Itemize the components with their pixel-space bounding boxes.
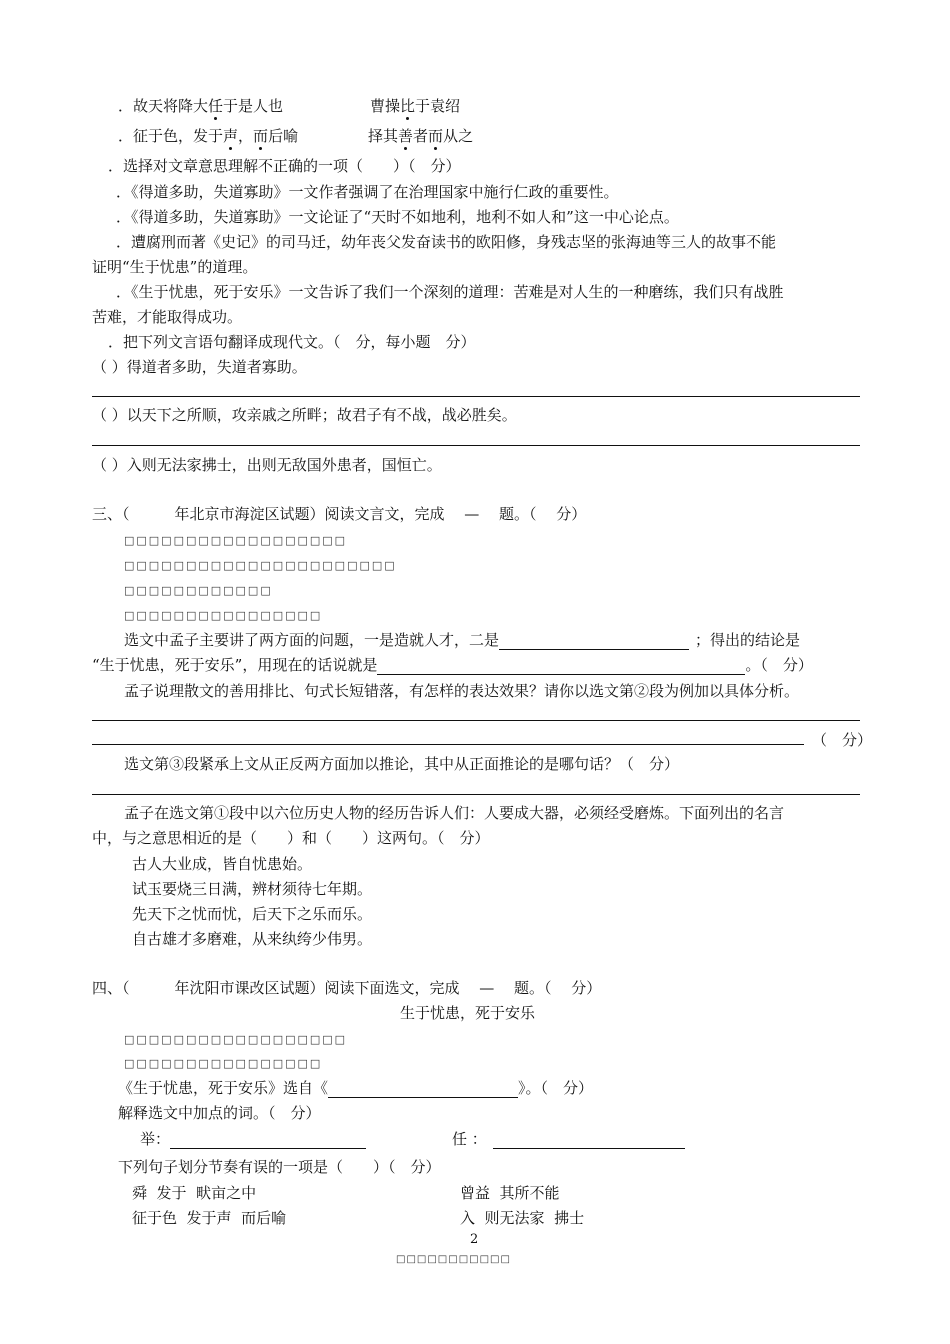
define-ren-label: 任 ：: [452, 1130, 487, 1148]
quote-option: 试玉要烧三日满，辨材须待七年期。: [132, 880, 373, 898]
blank-field[interactable]: [493, 1132, 685, 1149]
blank-field[interactable]: [377, 658, 745, 675]
answer-line[interactable]: [92, 744, 804, 745]
garbled-text: □□□□□□□□□□□□□□□□□□: [124, 534, 348, 547]
translate-stem: ．把下列文言语句翻译成现代文。（ 分，每小题 分）: [108, 333, 476, 351]
sec3-q1-text: 选文中孟子主要讲了两方面的问题，一是造就人才，二是: [124, 631, 500, 649]
sec4-q1-score: 》。（ 分）: [518, 1079, 594, 1097]
sec3-q4: 孟子在选文第①段中以六位历史人物的经历告诉人们：人要成大器，必须经受磨炼。下面列出的名言: [124, 804, 785, 822]
blank-field[interactable]: [170, 1132, 366, 1149]
answer-line[interactable]: [92, 396, 860, 397]
garbled-text: □□□□□□□□□□□□□□□□: [124, 1057, 323, 1070]
sec4-q1-text: 《生于忧患，死于安乐》选自《: [118, 1079, 329, 1097]
choice-a: ．《得道多助，失道寡助》一文作者强调了在治理国家中施行仁政的重要性。: [116, 183, 619, 201]
sec3-q1-text-3: “生于忧患，死于安乐”，用现在的话说就是: [92, 656, 378, 674]
sec3-q2: 孟子说理散文的善用排比、句式长短错落，有怎样的表达效果？请你以选文第②段为例加以具体分析。: [124, 682, 800, 700]
blank-field[interactable]: [328, 1081, 518, 1098]
translate-sentence-1: （ ）得道者多助，失道者寡助。: [92, 358, 307, 376]
sec4-q2: 解释选文中加点的词。（ 分）: [118, 1104, 321, 1122]
translate-sentence-2: （ ）以天下之所顺，攻亲戚之所畔；故君子有不战，战必胜矣。: [92, 406, 517, 424]
quote-option: 自古雄才多磨难，从来纨绔少伟男。: [132, 930, 373, 948]
option-c-right: 曹操比于袁绍: [370, 97, 461, 115]
option-c-left: ．故天将降大任于是人也: [118, 97, 284, 115]
choice-d: ．《生于忧患，死于安乐》一文告诉了我们一个深刻的道理：苦难是对人生的一种磨练，我们只有战胜: [116, 283, 784, 301]
blank-field[interactable]: [499, 633, 689, 650]
sec4-q1: [118, 1078, 593, 1098]
garbled-text: □□□□□□□□□□□□□□□□: [124, 609, 323, 622]
sec3-q1: [124, 630, 800, 650]
choice-c-cont: 证明“生于忧患”的道理。: [92, 258, 258, 276]
garbled-text: □□□□□□□□□□□□□□□□□□□□□□: [124, 559, 397, 572]
choice-b: ．《得道多助，失道寡助》一文论证了“天时不如地利，地利不如人和”这一中心论点。: [116, 208, 679, 226]
garbled-text: □□□□□□□□□□□□: [124, 584, 273, 597]
define-ren: [452, 1129, 685, 1149]
sec3-q1-text-2: ；得出的结论是: [695, 631, 801, 649]
define-ju: [140, 1129, 366, 1149]
rhythm-option-b: 曾益 其所不能: [460, 1184, 560, 1202]
quote-option: 古人大业成，皆自忧患始。: [132, 855, 313, 873]
choice-c: ．遭腐刑而著《史记》的司马迁，幼年丧父发奋读书的欧阳修，身残志坚的张海迪等三人的故事不能: [116, 233, 777, 251]
passage-title: 生于忧患，死于安乐: [400, 1004, 536, 1022]
section-4-heading: 四、（ 年沈阳市课改区试题）阅读下面选文，完成 — 题。（ 分）: [92, 979, 602, 997]
garbled-text: □□□□□□□□□□□□□□□□□□: [124, 1033, 348, 1046]
choice-d-cont: 苦难，才能取得成功。: [92, 308, 243, 326]
quote-option: 先天下之忧而忧，后天下之乐而乐。: [132, 905, 373, 923]
sec3-q1-score: 。（ 分）: [745, 656, 813, 674]
answer-line[interactable]: [92, 720, 860, 721]
sec3-q1-cont: [92, 655, 813, 675]
sec3-q3: 选文第③段紧承上文从正反两方面加以推论，其中从正面推论的是哪句话？（ 分）: [124, 755, 680, 773]
option-d-right: 择其善者而从之: [368, 127, 474, 145]
translate-sentence-3: （ ）入则无法家拂士，出则无敌国外患者，国恒亡。: [92, 456, 442, 474]
question-stem: ．选择对文章意思理解不正确的一项（ ）（ 分）: [108, 157, 461, 175]
answer-line[interactable]: [92, 445, 860, 446]
sec4-q3: 下列句子划分节奏有误的一项是（ ）（ 分）: [118, 1158, 441, 1176]
sec3-q2-score: （ 分）: [812, 731, 873, 749]
section-3-heading: 三、（ 年北京市海淀区试题）阅读文言文，完成 — 题。（ 分）: [92, 505, 587, 523]
sec3-q4-cont: 中，与之意思相近的是（ ）和（ ）这两句。（ 分）: [92, 829, 490, 847]
rhythm-option-a: 舜 发于 畎亩之中: [132, 1184, 257, 1202]
rhythm-option-d: 入 则无法家 拂士: [460, 1209, 585, 1227]
page-number: 2: [470, 1232, 479, 1247]
rhythm-option-c: 征于色 发于声 而后喻: [132, 1209, 287, 1227]
footer-garbled: □□□□□□□□□□□: [396, 1254, 511, 1265]
define-ju-label: 举：: [140, 1130, 171, 1148]
option-d-left: ．征于色，发于声，而后喻: [118, 127, 299, 145]
answer-line[interactable]: [92, 794, 860, 795]
